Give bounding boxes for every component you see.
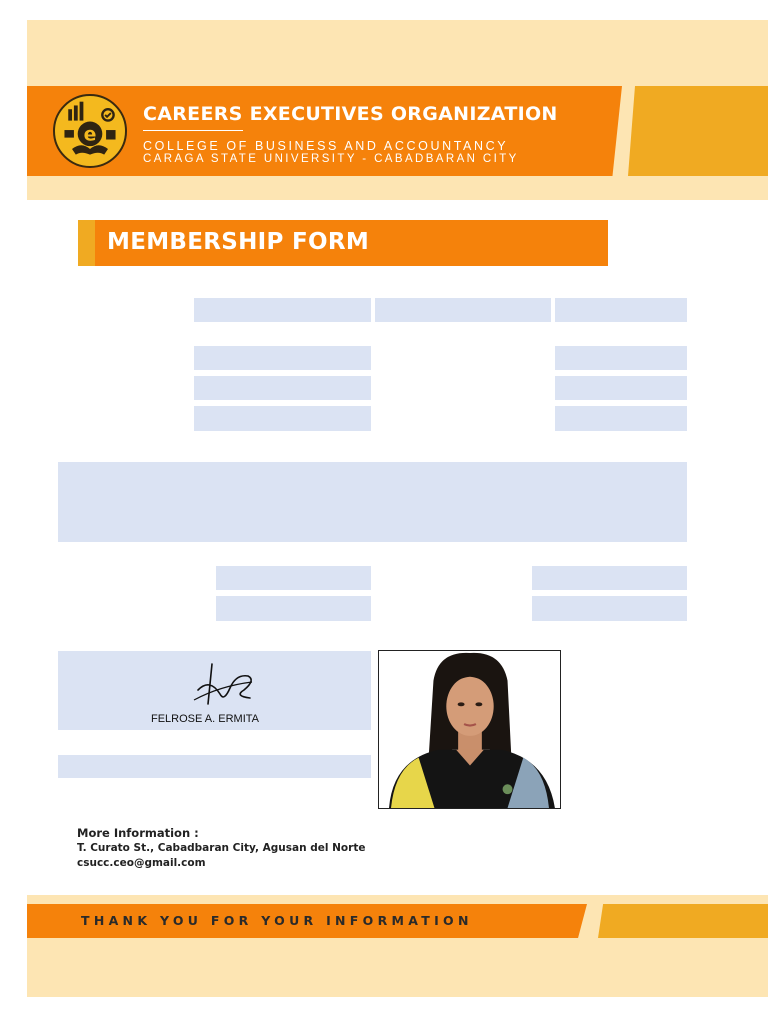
middle-name-field[interactable] [555, 298, 687, 322]
form-field-row3-left[interactable] [194, 406, 371, 431]
college-name: COLLEGE OF BUSINESS AND ACCOUNTANCY [143, 139, 509, 153]
contact-address: T. Curato St., Cabadbaran City, Agusan del Norte [77, 842, 366, 854]
form-field-row1-right[interactable] [555, 346, 687, 370]
svg-text:e: e [83, 123, 97, 146]
form-field-row4-right[interactable] [532, 566, 687, 590]
form-field-row4-left[interactable] [216, 566, 371, 590]
form-field-row5-right[interactable] [532, 596, 687, 621]
date-field[interactable] [58, 755, 371, 778]
form-field-row1-left[interactable] [194, 346, 371, 370]
organization-name: CAREERS EXECUTIVES ORGANIZATION [143, 103, 558, 125]
text-area-field[interactable] [58, 462, 687, 542]
thank-you-message: THANK YOU FOR YOUR INFORMATION [81, 913, 473, 928]
first-name-field[interactable] [375, 298, 551, 322]
form-title: MEMBERSHIP FORM [107, 229, 370, 255]
university-name: CARAGA STATE UNIVERSITY - CABADBARAN CITY [143, 153, 519, 165]
member-photo [378, 650, 561, 809]
form-field-row2-right[interactable] [555, 376, 687, 400]
last-name-field[interactable] [194, 298, 371, 322]
contact-email: csucc.ceo@gmail.com [77, 857, 206, 869]
more-info-heading: More Information : [77, 826, 199, 840]
form-field-row5-left[interactable] [216, 596, 371, 621]
signature-mark [190, 660, 260, 710]
footer-yellow-accent [598, 904, 768, 938]
header-yellow-accent [628, 86, 768, 176]
form-field-row2-left[interactable] [194, 376, 371, 400]
signer-name: FELROSE A. ERMITA [151, 713, 259, 725]
form-field-row3-right[interactable] [555, 406, 687, 431]
form-title-accent [78, 220, 95, 266]
organization-logo-icon [53, 94, 127, 168]
header-divider [143, 130, 243, 131]
